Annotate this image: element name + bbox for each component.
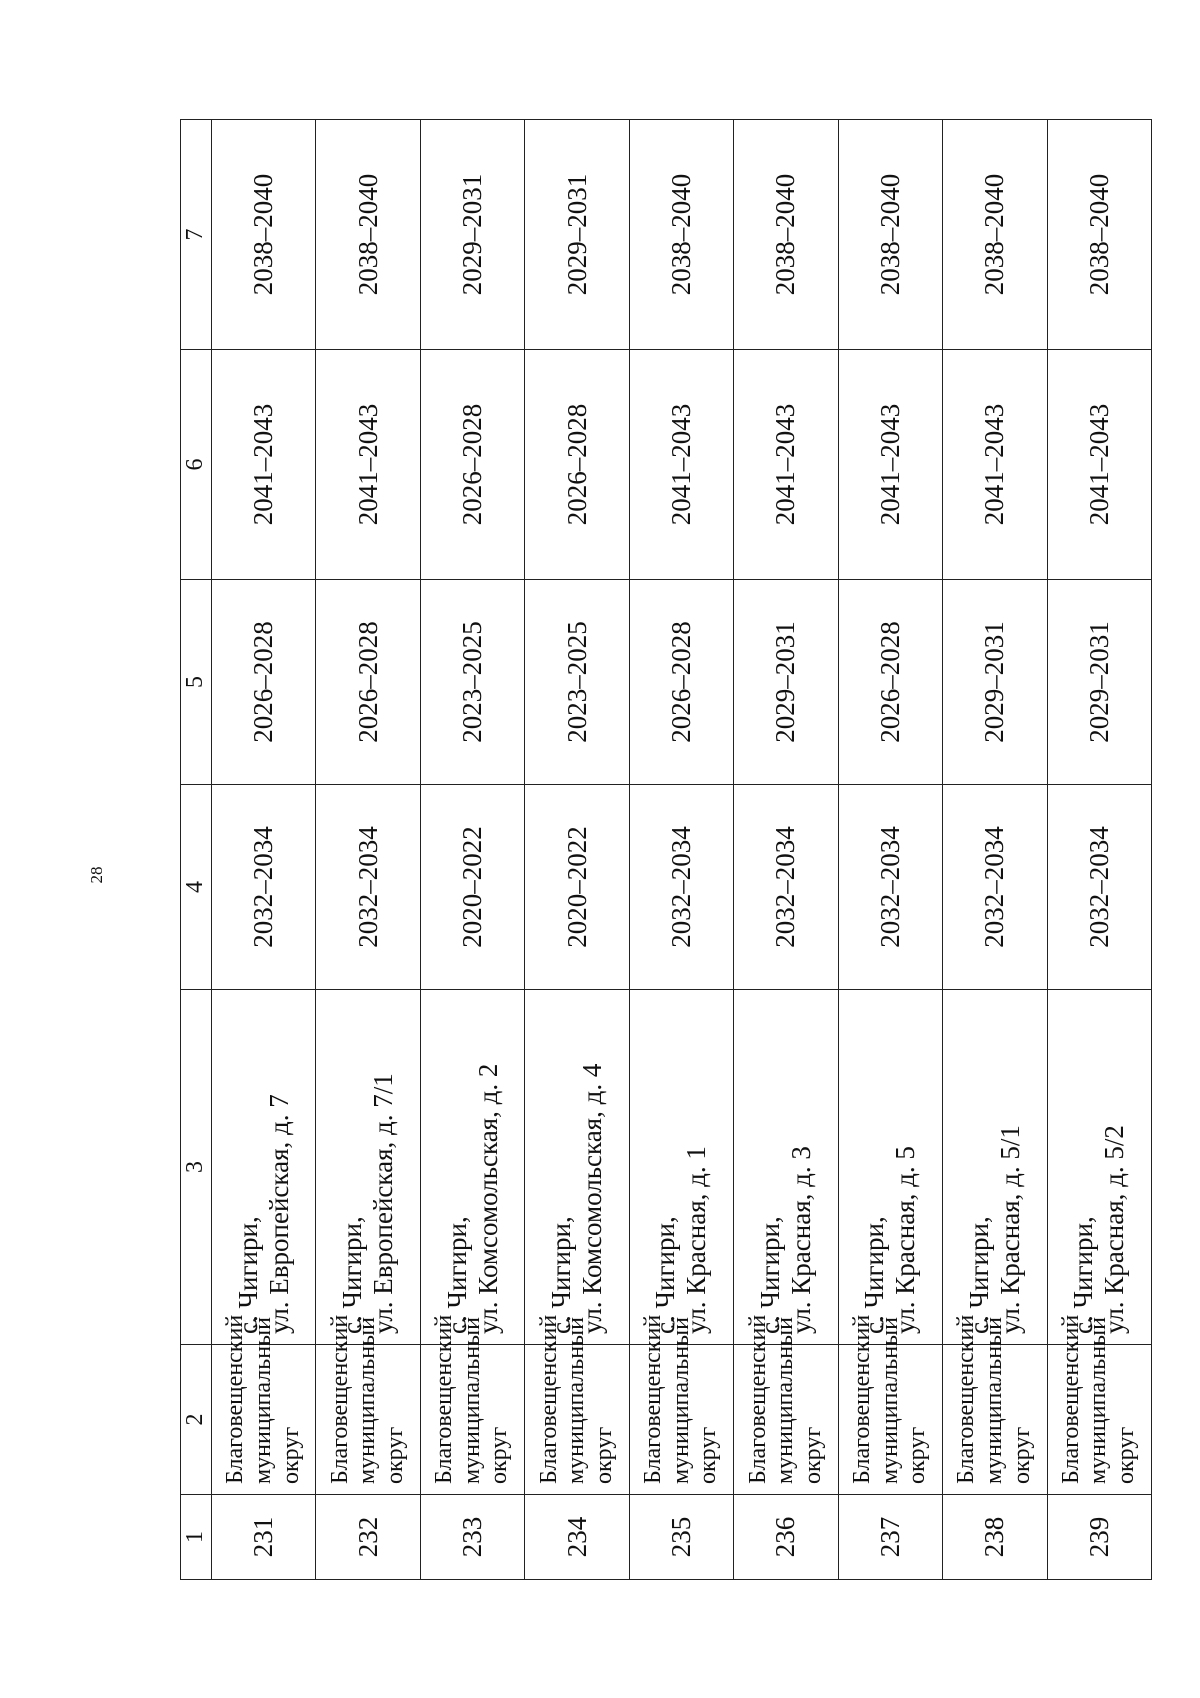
district-cell: Благовещенский муниципальный округ [316, 1345, 420, 1495]
period-cell-5: 2029–2031 [1047, 580, 1152, 785]
column-header: 2 [181, 1345, 212, 1495]
period-cell-5: 2026–2028 [212, 580, 316, 785]
address-cell [838, 990, 942, 1345]
address-cell [629, 990, 733, 1345]
district-cell: Благовещенский муниципальный округ [734, 1345, 838, 1495]
period-cell-7: 2038–2040 [316, 120, 420, 350]
address-street: ул. Красная, д. 5/2 [1099, 1125, 1130, 1334]
address-cell [420, 990, 524, 1345]
table-row [734, 120, 838, 1580]
period-cell-4: 2032–2034 [629, 785, 733, 990]
period-cell-5: 2026–2028 [838, 580, 942, 785]
district-cell: Благовещенский муниципальный округ [212, 1345, 316, 1495]
column-header: 5 [181, 580, 212, 785]
address-locality: с. Чигири, [1068, 1216, 1099, 1334]
table-row [525, 120, 629, 1580]
period-cell-7: 2029–2031 [420, 120, 524, 350]
period-cell-4: 2032–2034 [316, 785, 420, 990]
table-row [943, 120, 1047, 1580]
address-locality: с. Чигири, [650, 1216, 681, 1334]
table-row [420, 120, 524, 1580]
period-cell-6: 2041–2043 [1047, 350, 1152, 580]
address-cell [316, 990, 420, 1345]
address-cell [212, 990, 316, 1345]
period-cell-5: 2029–2031 [734, 580, 838, 785]
row-number-cell: 239 [1047, 1495, 1152, 1580]
period-cell-5: 2023–2025 [420, 580, 524, 785]
district-cell: Благовещенский муниципальный округ [525, 1345, 629, 1495]
period-cell-4: 2032–2034 [734, 785, 838, 990]
column-header: 1 [181, 1495, 212, 1580]
district-cell: Благовещенский муниципальный округ [420, 1345, 524, 1495]
table-header-row [181, 120, 212, 1580]
rotated-table-frame [180, 120, 1152, 1580]
row-number-cell: 238 [943, 1495, 1047, 1580]
address-street: ул. Красная, д. 5/1 [994, 1125, 1025, 1334]
address-locality: с. Чигири, [545, 1216, 576, 1334]
period-cell-4: 2032–2034 [212, 785, 316, 990]
table-row [212, 120, 316, 1580]
address-street: ул. Европейская, д. 7/1 [368, 1073, 399, 1334]
row-number-cell: 232 [316, 1495, 420, 1580]
column-header: 7 [181, 120, 212, 350]
district-cell: Благовещенский муниципальный округ [629, 1345, 733, 1495]
period-cell-5: 2026–2028 [316, 580, 420, 785]
address-locality: с. Чигири, [754, 1216, 785, 1334]
period-cell-6: 2026–2028 [420, 350, 524, 580]
district-cell: Благовещенский муниципальный округ [943, 1345, 1047, 1495]
row-number-cell: 233 [420, 1495, 524, 1580]
column-header: 6 [181, 350, 212, 580]
period-cell-5: 2023–2025 [525, 580, 629, 785]
period-cell-4: 2020–2022 [420, 785, 524, 990]
period-cell-6: 2041–2043 [734, 350, 838, 580]
address-cell [1047, 990, 1152, 1345]
address-street: ул. Европейская, д. 7 [263, 1094, 294, 1334]
row-number-cell: 235 [629, 1495, 733, 1580]
table-row [1047, 120, 1152, 1580]
address-street: ул. Красная, д. 1 [681, 1146, 712, 1334]
period-cell-4: 2032–2034 [1047, 785, 1152, 990]
page-number: 28 [87, 866, 106, 884]
period-cell-7: 2038–2040 [734, 120, 838, 350]
address-street: ул. Красная, д. 5 [890, 1146, 921, 1334]
period-cell-7: 2038–2040 [838, 120, 942, 350]
column-header: 4 [181, 785, 212, 990]
period-cell-7: 2038–2040 [629, 120, 733, 350]
row-number-cell: 237 [838, 1495, 942, 1580]
period-cell-6: 2041–2043 [838, 350, 942, 580]
table-row [629, 120, 733, 1580]
period-cell-7: 2038–2040 [1047, 120, 1152, 350]
period-cell-5: 2026–2028 [629, 580, 733, 785]
address-locality: с. Чигири, [859, 1216, 890, 1334]
table-container [180, 120, 1152, 1580]
period-cell-5: 2029–2031 [943, 580, 1047, 785]
address-street: ул. Красная, д. 3 [785, 1146, 816, 1334]
address-street: ул. Комсомольская, д. 4 [577, 1063, 608, 1334]
district-cell: Благовещенский муниципальный округ [838, 1345, 942, 1495]
address-cell [734, 990, 838, 1345]
period-cell-6: 2041–2043 [943, 350, 1047, 580]
address-locality: с. Чигири, [441, 1216, 472, 1334]
period-cell-4: 2020–2022 [525, 785, 629, 990]
row-number-cell: 234 [525, 1495, 629, 1580]
period-cell-6: 2041–2043 [212, 350, 316, 580]
period-cell-7: 2038–2040 [943, 120, 1047, 350]
address-locality: с. Чигири, [337, 1216, 368, 1334]
period-cell-4: 2032–2034 [838, 785, 942, 990]
address-cell [525, 990, 629, 1345]
period-cell-6: 2041–2043 [629, 350, 733, 580]
period-cell-6: 2026–2028 [525, 350, 629, 580]
district-cell: Благовещенский муниципальный округ [1047, 1345, 1152, 1495]
table-body [212, 120, 1152, 1580]
period-cell-7: 2038–2040 [212, 120, 316, 350]
row-number-cell: 231 [212, 1495, 316, 1580]
address-cell [943, 990, 1047, 1345]
address-street: ул. Комсомольская, д. 2 [472, 1063, 503, 1334]
address-locality: с. Чигири, [232, 1216, 263, 1334]
column-header: 3 [181, 990, 212, 1345]
schedule-table [180, 119, 1152, 1580]
period-cell-6: 2041–2043 [316, 350, 420, 580]
row-number-cell: 236 [734, 1495, 838, 1580]
address-locality: с. Чигири, [963, 1216, 994, 1334]
table-row [316, 120, 420, 1580]
table-row [838, 120, 942, 1580]
period-cell-7: 2029–2031 [525, 120, 629, 350]
period-cell-4: 2032–2034 [943, 785, 1047, 990]
